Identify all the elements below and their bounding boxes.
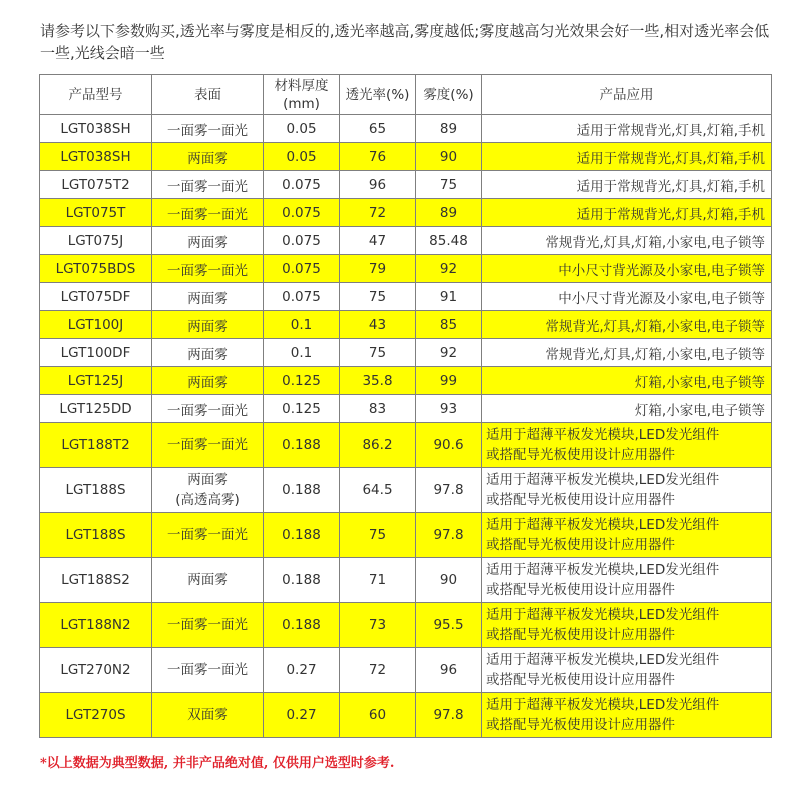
surface-text: 一面雾一面光 [167,206,248,223]
application-text: 常规背光,灯具,灯箱,小家电,电子锁等 [545,234,765,251]
model-text: LGT188T2 [61,437,130,453]
haze-text: 97.8 [433,707,464,723]
table-row [40,395,772,423]
table-header-row [40,75,772,115]
haze-text: 90.6 [433,437,464,453]
model-text: LGT100DF [60,344,131,361]
cell-application [482,339,772,367]
cell-transmittance [340,367,416,395]
transmittance-text: 83 [368,400,387,417]
cell-transmittance [340,468,416,513]
model-text: LGT038SH [60,120,131,137]
cell-surface [152,199,264,227]
cell-model [40,423,152,468]
product-table [39,74,772,738]
application-text: 常规背光,灯具,灯箱,小家电,电子锁等 [545,318,765,335]
transmittance-text: 71 [368,572,387,588]
cell-haze [416,648,482,693]
cell-transmittance [340,199,416,227]
cell-thickness [264,115,340,143]
thickness-text: 0.188 [282,437,321,453]
cell-haze [416,693,482,738]
table-row [40,468,772,513]
application-text: 常规背光,灯具,灯箱,小家电,电子锁等 [545,346,765,363]
cell-model [40,648,152,693]
haze-text: 75 [439,176,458,193]
header-surface: 表面 [152,75,264,115]
cell-thickness [264,171,340,199]
cell-model [40,603,152,648]
model-text: LGT075T [65,204,126,221]
application-text: 适用于超薄平板发光模块,LED发光组件 [486,562,720,578]
thickness-text: 0.27 [286,707,317,723]
haze-text: 97.8 [433,527,464,543]
cell-surface [152,115,264,143]
header-model: 产品型号 [40,75,152,115]
cell-transmittance [340,648,416,693]
cell-surface [152,143,264,171]
thickness-text: 0.188 [282,572,321,588]
cell-haze [416,143,482,171]
cell-surface [152,255,264,283]
cell-thickness [264,513,340,558]
cell-application [482,143,772,171]
cell-surface [152,603,264,648]
cell-surface [152,171,264,199]
header-application: 产品应用 [482,75,772,115]
cell-model [40,143,152,171]
haze-text: 96 [439,662,458,678]
cell-transmittance [340,513,416,558]
cell-thickness [264,227,340,255]
surface-text: 一面雾一面光 [167,437,248,453]
application-text: 适用于常规背光,灯具,灯箱,手机 [576,206,765,223]
thickness-text: 0.125 [282,400,321,417]
surface-text: 两面雾 [187,234,228,251]
haze-text: 85 [439,316,458,333]
cell-model [40,199,152,227]
cell-application [482,558,772,603]
transmittance-text: 75 [368,344,387,361]
cell-application [482,255,772,283]
cell-thickness [264,199,340,227]
surface-text: 双面雾 [187,707,228,723]
cell-model [40,513,152,558]
surface-text: 两面雾 [187,472,228,488]
thickness-text: 0.05 [286,148,317,165]
haze-text: 85.48 [429,232,468,249]
application-text: 适用于常规背光,灯具,灯箱,手机 [576,178,765,195]
cell-surface [152,367,264,395]
table-row [40,339,772,367]
cell-thickness [264,367,340,395]
disclaimer-note: *以上数据为典型数据, 并非产品绝对值, 仅供用户选型时参考. [40,756,395,771]
surface-text: 一面雾一面光 [167,122,248,139]
cell-application [482,395,772,423]
thickness-text: 0.075 [282,288,321,305]
table-row [40,283,772,311]
model-text: LGT075T2 [61,176,130,193]
thickness-text: 0.075 [282,204,321,221]
cell-model [40,283,152,311]
header-transmittance: 透光率(%) [340,75,416,115]
table-row [40,171,772,199]
transmittance-text: 73 [368,617,387,633]
cell-transmittance [340,171,416,199]
model-text: LGT270N2 [60,662,131,678]
cell-thickness [264,339,340,367]
thickness-text: 0.188 [282,527,321,543]
cell-surface [152,468,264,513]
cell-thickness [264,603,340,648]
cell-transmittance [340,227,416,255]
model-text: LGT075J [67,232,124,249]
cell-thickness [264,693,340,738]
table-row [40,227,772,255]
cell-haze [416,395,482,423]
cell-thickness [264,558,340,603]
table-row [40,693,772,738]
surface-text: 一面雾一面光 [167,527,248,543]
cell-surface [152,227,264,255]
model-text: LGT125J [67,372,124,389]
application-text: 中小尺寸背光源及小家电,电子锁等 [558,262,765,279]
cell-surface [152,311,264,339]
cell-haze [416,283,482,311]
cell-surface [152,513,264,558]
application-text: 适用于超薄平板发光模块,LED发光组件 [486,517,720,533]
table-row [40,367,772,395]
cell-transmittance [340,423,416,468]
cell-application [482,423,772,468]
cell-model [40,468,152,513]
cell-application [482,171,772,199]
surface-text: 两面雾 [187,346,228,363]
haze-text: 97.8 [433,482,464,498]
model-text: LGT038SH [60,148,131,165]
cell-application [482,227,772,255]
surface-text: 一面雾一面光 [167,617,248,633]
application-text-line2: 或搭配导光板使用设计应用器件 [486,672,675,688]
table-row [40,558,772,603]
cell-haze [416,513,482,558]
application-text: 中小尺寸背光源及小家电,电子锁等 [558,290,765,307]
cell-application [482,367,772,395]
cell-model [40,693,152,738]
cell-haze [416,199,482,227]
transmittance-text: 96 [368,176,387,193]
cell-surface [152,339,264,367]
cell-haze [416,423,482,468]
haze-text: 89 [439,204,458,221]
thickness-text: 0.075 [282,176,321,193]
cell-application [482,693,772,738]
haze-text: 93 [439,400,458,417]
cell-transmittance [340,558,416,603]
transmittance-text: 72 [368,662,387,678]
cell-surface [152,423,264,468]
cell-surface [152,283,264,311]
application-text-line2: 或搭配导光板使用设计应用器件 [486,717,675,733]
model-text: LGT188S [65,527,126,543]
table-row [40,513,772,558]
cell-application [482,513,772,558]
transmittance-text: 72 [368,204,387,221]
cell-haze [416,558,482,603]
haze-text: 92 [439,260,458,277]
surface-text: 两面雾 [187,318,228,335]
surface-text: 一面雾一面光 [167,662,248,678]
transmittance-text: 60 [368,707,387,723]
cell-model [40,115,152,143]
thickness-text: 0.27 [286,662,317,678]
application-text: 适用于超薄平板发光模块,LED发光组件 [486,697,720,713]
cell-model [40,367,152,395]
surface-text: 两面雾 [187,374,228,391]
model-text: LGT188S [65,482,126,498]
cell-application [482,199,772,227]
cell-surface [152,693,264,738]
application-text-line2: 或搭配导光板使用设计应用器件 [486,627,675,643]
transmittance-text: 79 [368,260,387,277]
cell-transmittance [340,395,416,423]
cell-model [40,171,152,199]
transmittance-text: 75 [368,288,387,305]
cell-model [40,311,152,339]
cell-transmittance [340,339,416,367]
transmittance-text: 65 [368,120,387,137]
thickness-text: 0.1 [290,316,313,333]
surface-text: 一面雾一面光 [167,402,248,419]
transmittance-text: 47 [368,232,387,249]
cell-haze [416,339,482,367]
surface-text: 一面雾一面光 [167,262,248,279]
cell-haze [416,603,482,648]
cell-thickness [264,311,340,339]
application-text: 适用于超薄平板发光模块,LED发光组件 [486,652,720,668]
model-text: LGT188S2 [61,572,130,588]
cell-thickness [264,648,340,693]
thickness-text: 0.075 [282,232,321,249]
table-row [40,255,772,283]
application-text: 适用于超薄平板发光模块,LED发光组件 [486,472,720,488]
table-row [40,423,772,468]
model-text: LGT125DD [59,400,132,417]
cell-application [482,648,772,693]
table-row [40,648,772,693]
application-text: 适用于常规背光,灯具,灯箱,手机 [576,150,765,167]
cell-thickness [264,255,340,283]
haze-text: 99 [439,372,458,389]
application-text: 灯箱,小家电,电子锁等 [634,402,765,419]
application-text: 灯箱,小家电,电子锁等 [634,374,765,391]
haze-text: 90 [439,572,458,588]
application-text-line2: 或搭配导光板使用设计应用器件 [486,492,675,508]
application-text-line2: 或搭配导光板使用设计应用器件 [486,447,675,463]
cell-model [40,255,152,283]
cell-surface [152,395,264,423]
cell-thickness [264,423,340,468]
haze-text: 92 [439,344,458,361]
cell-application [482,603,772,648]
model-text: LGT270S [65,707,126,723]
surface-text: 一面雾一面光 [167,178,248,195]
model-text: LGT188N2 [60,617,131,633]
cell-thickness [264,395,340,423]
application-text-line2: 或搭配导光板使用设计应用器件 [486,537,675,553]
cell-haze [416,255,482,283]
surface-text: 两面雾 [187,572,228,588]
cell-surface [152,648,264,693]
cell-haze [416,115,482,143]
cell-transmittance [340,693,416,738]
cell-thickness [264,283,340,311]
cell-transmittance [340,311,416,339]
haze-text: 95.5 [433,617,464,633]
cell-application [482,311,772,339]
header-thickness-label: 材料厚度 [274,77,329,94]
model-text: LGT075DF [60,288,131,305]
cell-haze [416,311,482,339]
cell-transmittance [340,115,416,143]
thickness-text: 0.05 [286,120,317,137]
application-text: 适用于超薄平板发光模块,LED发光组件 [486,427,720,443]
cell-model [40,339,152,367]
surface-text: 两面雾 [187,150,228,167]
cell-haze [416,227,482,255]
cell-transmittance [340,603,416,648]
intro-text: 请参考以下参数购买,透光率与雾度是相反的,透光率越高,雾度越低;雾度越高匀光效果会好一些,相对透光率会低一些,光线会暗一些 [40,22,770,62]
thickness-text: 0.188 [282,482,321,498]
cell-haze [416,468,482,513]
thickness-text: 0.075 [282,260,321,277]
table-row [40,311,772,339]
cell-transmittance [340,283,416,311]
haze-text: 90 [439,148,458,165]
model-text: LGT100J [67,316,124,333]
cell-model [40,558,152,603]
cell-application [482,468,772,513]
surface-text: 两面雾 [187,290,228,307]
transmittance-text: 75 [368,527,387,543]
cell-haze [416,367,482,395]
cell-surface [152,558,264,603]
surface-note-text: (高透高雾) [175,492,240,508]
cell-model [40,227,152,255]
header-haze: 雾度(%) [416,75,482,115]
thickness-text: 0.188 [282,617,321,633]
cell-transmittance [340,143,416,171]
cell-transmittance [340,255,416,283]
model-text: LGT075BDS [55,260,136,277]
table-row [40,143,772,171]
transmittance-text: 76 [368,148,387,165]
table-row [40,115,772,143]
haze-text: 89 [439,120,458,137]
transmittance-text: 64.5 [362,482,393,498]
thickness-text: 0.125 [282,372,321,389]
application-text-line2: 或搭配导光板使用设计应用器件 [486,582,675,598]
table-row [40,603,772,648]
cell-application [482,115,772,143]
cell-application [482,283,772,311]
header-thickness-unit: (mm) [283,95,320,112]
cell-thickness [264,143,340,171]
application-text: 适用于常规背光,灯具,灯箱,手机 [576,122,765,139]
haze-text: 91 [439,288,458,305]
cell-thickness [264,468,340,513]
application-text: 适用于超薄平板发光模块,LED发光组件 [486,607,720,623]
table-row [40,199,772,227]
cell-model [40,395,152,423]
header-thickness [264,75,340,115]
transmittance-text: 43 [368,316,387,333]
thickness-text: 0.1 [290,344,313,361]
transmittance-text: 35.8 [362,372,393,389]
cell-haze [416,171,482,199]
transmittance-text: 86.2 [362,437,393,453]
